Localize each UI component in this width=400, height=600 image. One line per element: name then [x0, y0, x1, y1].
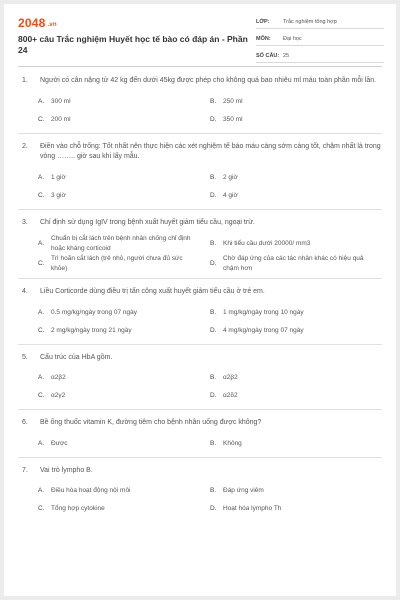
option-key: A. — [38, 97, 45, 105]
question-number: 2. — [22, 142, 28, 150]
option-text: α2β2 — [51, 374, 66, 381]
option-key: C. — [38, 191, 45, 199]
option-key: D. — [210, 392, 217, 399]
answer-option[interactable] — [38, 500, 210, 518]
question-header — [22, 418, 382, 429]
answer-option[interactable] — [38, 387, 210, 405]
option-key: A. — [38, 173, 45, 181]
question-text: Vai trò lympho B. — [40, 466, 93, 474]
question-number: 7. — [22, 466, 28, 474]
option-text: 2 giờ — [223, 173, 238, 181]
answer-option[interactable] — [210, 369, 382, 387]
option-key: B. — [210, 240, 217, 247]
meta-row-subject — [256, 33, 384, 46]
answer-options — [38, 234, 382, 274]
question-text: Cấu trúc của HbA gồm. — [40, 353, 113, 361]
answer-option[interactable] — [38, 169, 210, 187]
logo-suffix: .vn — [47, 22, 57, 28]
answer-option[interactable] — [38, 254, 210, 274]
option-text: 2 mg/kg/ngày trong 21 ngày — [51, 326, 132, 334]
page-title: 800+ câu Trắc nghiệm Huyết học tế bào có đáp án - Phần 24 — [18, 34, 248, 55]
question-number: 4. — [22, 288, 28, 295]
logo-text: 2048 — [18, 16, 46, 30]
option-text: 250 ml — [223, 97, 243, 105]
answer-option[interactable] — [210, 482, 382, 500]
meta-label: MÔN: — [256, 36, 271, 42]
option-text: 4 mg/kg/ngày trong 07 ngày — [223, 326, 304, 334]
answer-option[interactable] — [210, 435, 382, 453]
question-text: Người có cân nặng từ 42 kg đến dưới 45kg được phép cho không quá bao nhiêu ml máu toàn phần mỗi lần. — [40, 77, 377, 84]
answer-option[interactable] — [210, 234, 382, 254]
question-divider — [18, 409, 382, 410]
meta-row-count — [256, 50, 384, 63]
answer-options — [38, 169, 382, 205]
question-header — [22, 466, 382, 477]
option-key: C. — [38, 115, 45, 123]
option-key: B. — [210, 97, 217, 105]
answer-options — [38, 482, 382, 518]
option-key: A. — [38, 487, 45, 494]
meta-table — [256, 16, 384, 67]
option-key: B. — [210, 173, 217, 181]
meta-value: 25 — [283, 53, 290, 59]
answer-options — [38, 93, 382, 129]
option-text: 300 ml — [51, 97, 71, 105]
question-text: Liều Corticorde dùng điều trị tấn công xuất huyết giảm tiểu cầu ở trẻ em. — [40, 288, 265, 295]
option-key: C. — [38, 326, 45, 334]
question-number: 5. — [22, 353, 28, 361]
answer-option[interactable] — [38, 304, 210, 322]
option-text: Chờ đáp ứng của các tác nhân khác có hiệu quả chậm hơn — [223, 255, 364, 272]
option-text: Trì hoãn cắt lách (trẻ nhỏ, người chưa đủ sức khỏe) — [51, 255, 183, 272]
option-text: Điều hòa hoạt động nội môi — [51, 487, 131, 494]
question-list — [4, 76, 396, 518]
question-text: Điền vào chỗ trống: Tốt nhất nên thực hiện các xét nghiệm tế bào máu càng sớm càng tốt, chậm nhất là trong vòng …….. giờ sau khi lấy mẫu. — [40, 142, 381, 160]
question-item — [4, 76, 396, 129]
meta-row-class — [256, 16, 384, 29]
option-key: D. — [210, 191, 217, 199]
answer-option[interactable] — [38, 435, 210, 453]
option-text: Hoạt hóa lympho Th — [223, 505, 282, 512]
question-number: 6. — [22, 419, 28, 426]
answer-option[interactable] — [210, 169, 382, 187]
meta-value: Trắc nghiệm tổng hợp — [283, 19, 337, 25]
question-text: Bề ống thuốc vitamin K, đường tiêm cho bệnh nhân uống được không? — [40, 419, 262, 426]
question-header — [22, 142, 382, 163]
question-item — [4, 418, 396, 453]
answer-option[interactable] — [38, 187, 210, 205]
option-key: C. — [38, 260, 45, 267]
option-text: 1 giờ — [51, 173, 66, 181]
question-divider — [18, 457, 382, 458]
question-divider — [18, 133, 382, 134]
answer-option[interactable] — [38, 93, 210, 111]
option-text: Khi tiểu cầu dưới 20000/ mm3 — [223, 240, 311, 247]
option-text: Đáp ứng viêm — [223, 487, 264, 494]
answer-option[interactable] — [38, 111, 210, 129]
answer-options — [38, 304, 382, 340]
answer-option[interactable] — [210, 387, 382, 405]
question-number: 1. — [22, 77, 28, 84]
option-key: A. — [38, 374, 45, 381]
option-text: 4 giờ — [223, 191, 238, 199]
question-header — [22, 287, 382, 298]
option-text: Tổng hợp cytokine — [51, 505, 105, 512]
option-text: Chuẩn bị cắt lách trên bệnh nhân chống chỉ định hoặc kháng corticoid — [51, 235, 191, 252]
option-text: α2δ2 — [223, 392, 238, 399]
question-header — [22, 353, 382, 364]
site-logo[interactable] — [18, 16, 57, 30]
option-key: B. — [210, 487, 217, 494]
option-text: 1 mg/kg/ngày trong 10 ngày — [223, 308, 304, 316]
option-key: D. — [210, 326, 217, 334]
answer-option[interactable] — [38, 234, 210, 254]
option-key: A. — [38, 308, 45, 316]
option-key: D. — [210, 115, 217, 123]
answer-option[interactable] — [38, 322, 210, 340]
question-number: 3. — [22, 218, 28, 226]
answer-option[interactable] — [210, 254, 382, 274]
meta-label: SỐ CÂU: — [256, 53, 280, 59]
meta-label: LỚP: — [256, 19, 270, 25]
document-header — [4, 4, 396, 64]
question-header — [22, 218, 382, 229]
option-text: Không — [223, 439, 242, 447]
answer-options — [38, 435, 382, 453]
answer-option[interactable] — [38, 482, 210, 500]
option-key: C. — [38, 505, 45, 512]
answer-option[interactable] — [210, 322, 382, 340]
answer-option[interactable] — [38, 369, 210, 387]
option-key: B. — [210, 308, 217, 316]
question-divider — [18, 209, 382, 210]
option-key: B. — [210, 439, 217, 447]
answer-option[interactable] — [210, 111, 382, 129]
option-text: Được — [51, 439, 68, 447]
header-divider — [18, 66, 382, 67]
option-key: C. — [38, 392, 45, 399]
option-text: 200 ml — [51, 115, 71, 123]
answer-option[interactable] — [210, 187, 382, 205]
question-text: Chỉ định sử dụng IgIV trong bệnh xuất huyết giảm tiểu cầu, ngoại trừ. — [40, 218, 255, 226]
question-item — [4, 218, 396, 275]
option-text: α2β2 — [223, 374, 238, 381]
question-item — [4, 466, 396, 519]
option-key: D. — [210, 260, 217, 267]
question-header — [22, 76, 382, 87]
question-item — [4, 353, 396, 406]
answer-option[interactable] — [210, 304, 382, 322]
option-key: A. — [38, 240, 45, 247]
question-item — [4, 287, 396, 340]
option-text: 3 giờ — [51, 191, 66, 199]
option-text: 0.5 mg/kg/ngày trong 07 ngày — [51, 308, 138, 316]
option-key: D. — [210, 505, 217, 512]
answer-option[interactable] — [210, 500, 382, 518]
option-key: B. — [210, 374, 217, 381]
question-divider — [18, 278, 382, 279]
meta-value: Đại học — [283, 36, 302, 42]
answer-option[interactable] — [210, 93, 382, 111]
option-text: α2γ2 — [51, 392, 66, 399]
question-item — [4, 142, 396, 205]
answer-options — [38, 369, 382, 405]
question-divider — [18, 344, 382, 345]
option-text: 350 ml — [223, 115, 243, 123]
option-key: A. — [38, 439, 45, 447]
document-page — [4, 4, 396, 596]
